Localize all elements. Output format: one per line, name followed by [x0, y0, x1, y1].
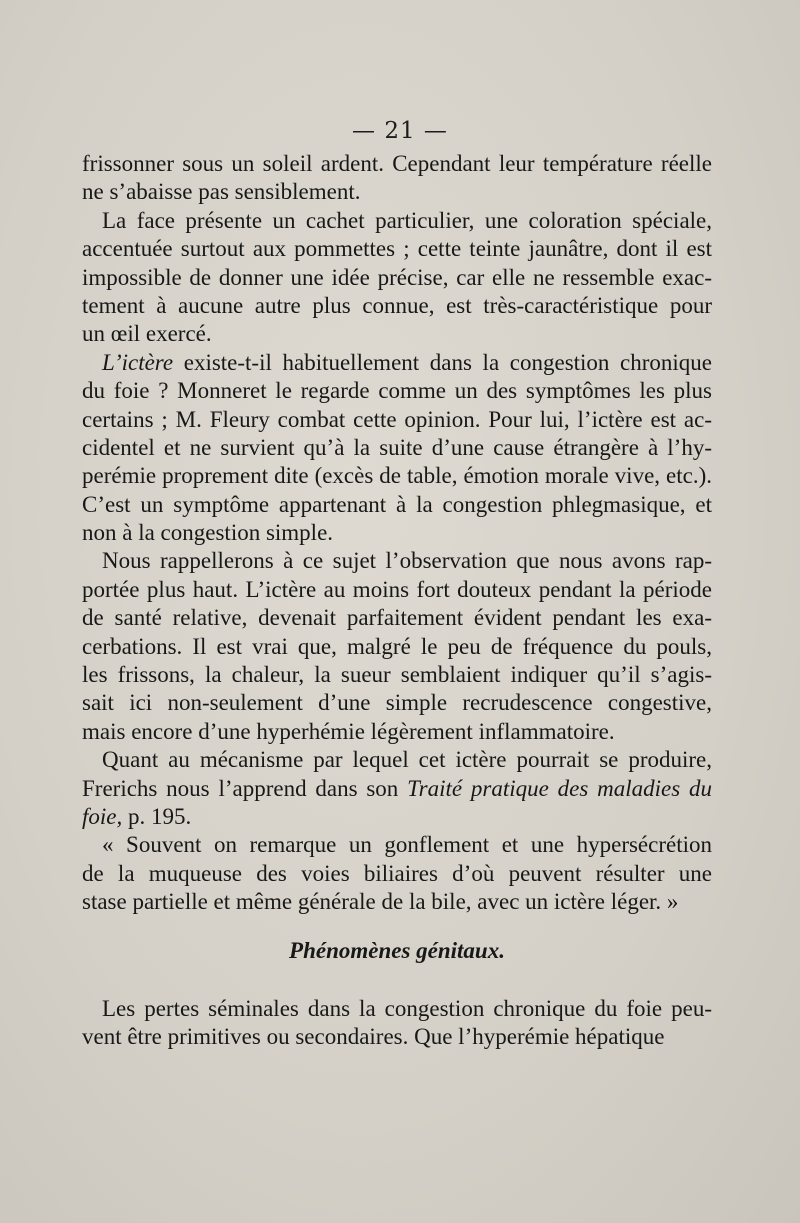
text-line: cerbations. Il est vrai que, malgré le peu de fréquence du pouls,: [82, 633, 712, 659]
text-line: cidentel et ne survient qu’à la suite d’une cause étrangère à l’hy-: [82, 434, 712, 460]
text-line: C’est un symptôme appartenant à la congestion phlegmasique, et: [82, 491, 712, 517]
book-title-end: foie,: [82, 803, 123, 829]
text-line: un œil exercé.: [82, 321, 212, 347]
text-line: du foie ? Monneret le regarde comme un des symptômes les plus: [82, 378, 712, 404]
quote-line: stase partielle et même générale de la bile, avec un ictère léger. »: [82, 889, 679, 915]
text-line: [82, 775, 712, 803]
text-line: non à la congestion simple.: [82, 520, 334, 546]
text-line: La face présente un cachet particulier, une coloration spéciale,: [102, 207, 712, 233]
text-segment: Frerichs nous l’apprend dans son: [82, 775, 399, 801]
book-title: Traité pratique des maladies du: [407, 775, 712, 801]
text-line: impossible de donner une idée précise, car elle ne ressemble exac-: [82, 264, 712, 290]
text-line: frissonner sous un soleil ardent. Cependant leur température réelle: [82, 151, 712, 176]
text-line: perémie proprement dite (excès de table, émotion morale vive, etc.).: [82, 463, 712, 489]
text-line: Quant au mécanisme par lequel cet ictère pourrait se produire,: [102, 747, 712, 773]
text-line: Nous rappellerons à ce sujet l’observation que nous avons rap-: [102, 548, 712, 574]
text-line: de santé relative, devenait parfaitement évident pendant les exa-: [82, 605, 712, 631]
section-heading: Phénomènes génitaux.: [289, 937, 505, 963]
italic-term: L’ictère: [102, 349, 174, 375]
text-line: Les pertes séminales dans la congestion chronique du foie peu-: [102, 995, 712, 1021]
quote-line: « Souvent on remarque un gonflement et une hypersécrétion: [102, 832, 712, 858]
text-line: ne s’abaisse pas sensiblement.: [82, 179, 361, 205]
text-line: mais encore d’une hyperhémie légèrement inflammatoire.: [82, 718, 615, 744]
quote-line: de la muqueuse des voies biliaires d’où peuvent résulter une: [82, 860, 712, 886]
text-line: vent être primitives ou secondaires. Que l’hyperémie hépatique: [82, 1024, 665, 1050]
text-line: accentuée surtout aux pommettes ; cette teinte jaunâtre, dont il est: [82, 236, 712, 262]
text-segment: existe-t-il habituellement dans la congestion chronique: [183, 349, 713, 375]
page-number: — 21 —: [352, 118, 448, 144]
text-line: [82, 349, 712, 377]
text-line: les frissons, la chaleur, la sueur semblaient indiquer qu’il s’agis-: [82, 662, 712, 688]
text-line: certains ; M. Fleury combat cette opinion. Pour lui, l’ictère est ac-: [82, 406, 712, 432]
text-line: tement à aucune autre plus connue, est très-caractéristique pour: [82, 292, 712, 318]
text-segment: p. 195.: [128, 803, 192, 829]
text-line: [82, 803, 712, 831]
body-text: [82, 150, 712, 1052]
text-line: sait ici non-seulement d’une simple recrudescence congestive,: [82, 690, 712, 716]
text-line: portée plus haut. L’ictère au moins fort douteux pendant la période: [82, 576, 712, 602]
